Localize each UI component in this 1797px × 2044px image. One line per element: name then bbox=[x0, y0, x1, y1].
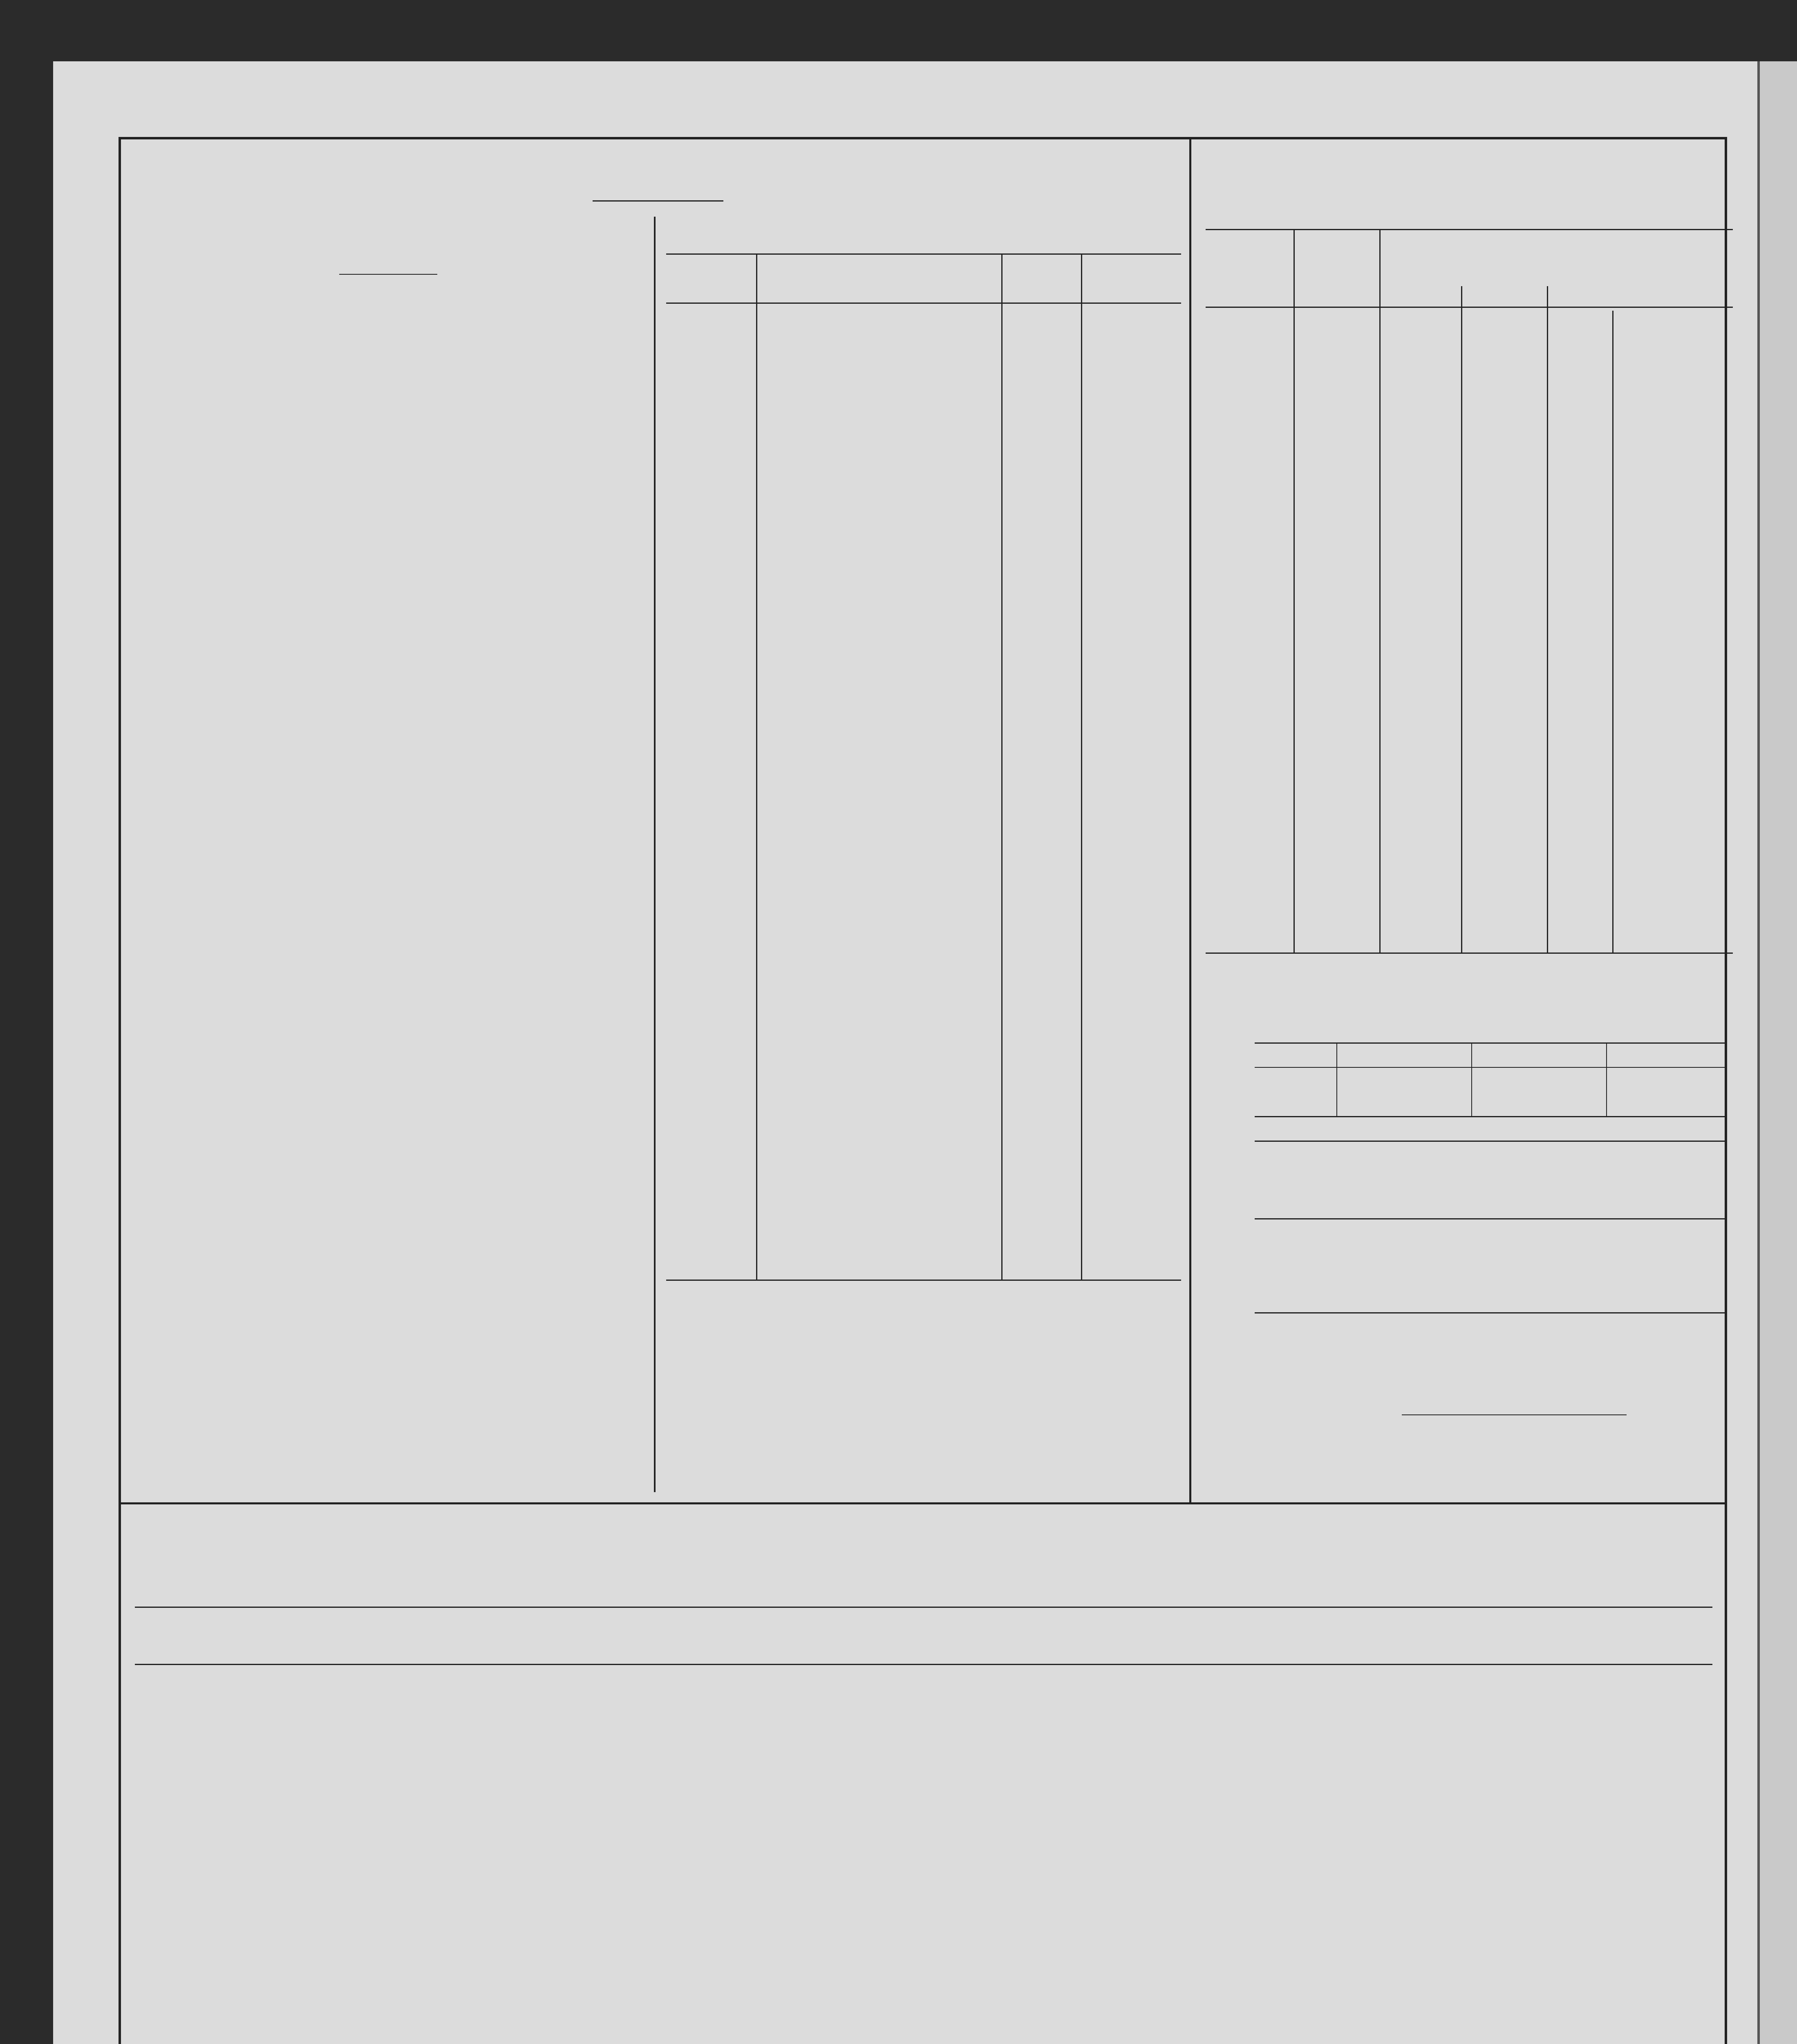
adjacent-page-edge bbox=[1757, 61, 1797, 2044]
newspaper-page bbox=[53, 61, 1770, 2044]
